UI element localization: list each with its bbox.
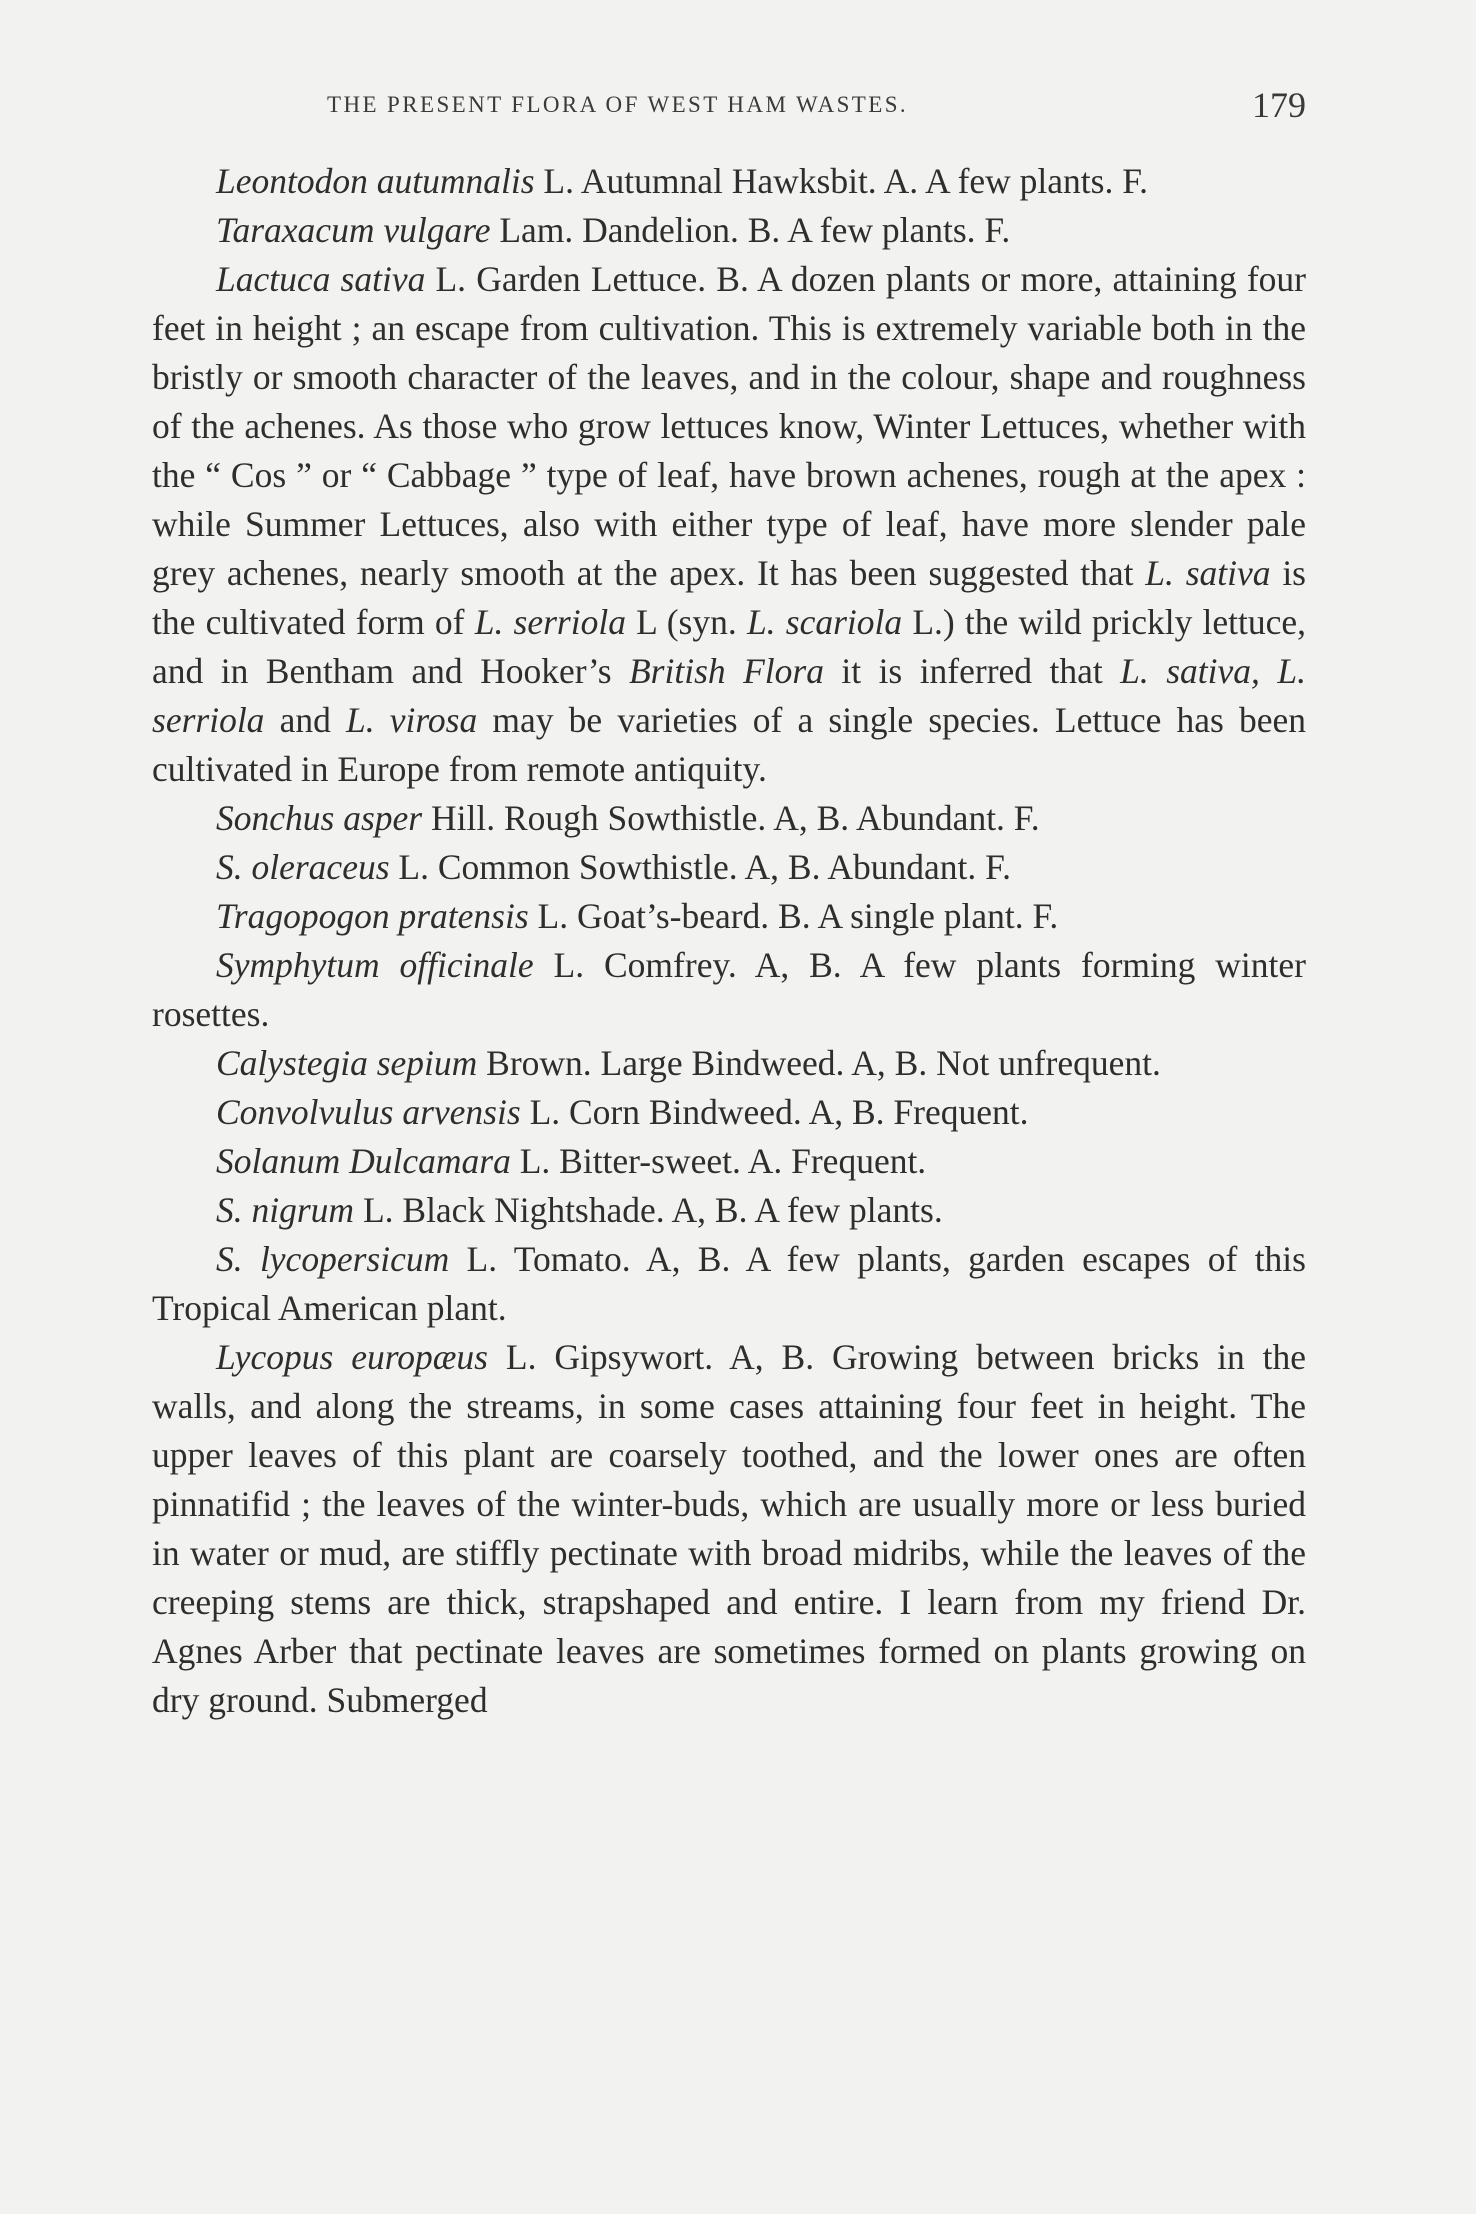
species-ref: L. scariola (746, 602, 903, 642)
entry-text: L. Common Sowthistle. A, B. Abundant. F. (389, 847, 1011, 887)
species-name: Taraxacum vulgare (216, 210, 491, 250)
entry-text: Lam. Dandelion. B. A few plants. F. (490, 210, 1011, 250)
species-name: S. oleraceus (216, 847, 390, 887)
species-name: Lactuca sativa (216, 259, 426, 299)
entry-tragopogon (152, 892, 1306, 941)
species-name: Tragopogon pratensis (216, 896, 529, 936)
species-name: Solanum Dulcamara (216, 1141, 511, 1181)
entry-text: is the cultivated form of (152, 553, 1306, 642)
species-ref: L. serriola (474, 602, 626, 642)
species-name: Convolvulus arvensis (216, 1092, 521, 1132)
entry-solanum-dulcamara (152, 1137, 1306, 1186)
page-number: 179 (1252, 85, 1306, 125)
entry-text: L. Tomato. A, B. A few plants, garden escapes of this Tropical American plant. (152, 1239, 1306, 1328)
entry-text: L. Goat’s-beard. B. A single plant. F. (528, 896, 1059, 936)
entry-calystegia (152, 1039, 1306, 1088)
species-name: Lycopus europæus (216, 1337, 488, 1377)
entry-text: Hill. Rough Sowthistle. A, B. Abundant. F. (422, 798, 1040, 838)
species-ref: L. sativa, L. serriola (152, 651, 1306, 740)
entry-lycopus (152, 1333, 1306, 1725)
species-ref: L. sativa (1145, 553, 1271, 593)
entry-sonchus-oleraceus (152, 843, 1306, 892)
body-text (152, 157, 1306, 1725)
entry-text: L.) the wild prickly lettuce, and in Bentham and Hooker’s (152, 602, 1307, 691)
entry-text: Brown. Large Bindweed. A, B. Not unfrequent. (477, 1043, 1161, 1083)
species-name: S. nigrum (216, 1190, 355, 1230)
entry-text: L. Garden Lettuce. B. A dozen plants or more, attaining four feet in height ; an escape from cultivation. This is extremely variable both in the bristly or smooth character of the leaves, and in the colour, shape and roughness of the achenes. As those who grow lettuces know, Winter Lettuces, whether with the “ Cos ” or “ Cabbage ” type of leaf, have brown achenes, rough at the apex : while Summer Lettuces, also with either type of leaf, have more slender pale grey achenes, nearly smooth at the apex. It has been suggested that (152, 259, 1306, 593)
entry-text: L. Black Nightshade. A, B. A few plants. (354, 1190, 943, 1230)
species-name: Symphytum officinale (216, 945, 534, 985)
entry-text: L. Autumnal Hawksbit. A. A few plants. F. (534, 161, 1148, 201)
entry-text: it is inferred that (823, 651, 1121, 691)
species-name: Sonchus asper (216, 798, 423, 838)
book-title: British Flora (628, 651, 824, 691)
entry-text: may be varieties of a single species. Lettuce has been cultivated in Europe from remote antiquity. (152, 700, 1306, 789)
entry-sonchus-asper (152, 794, 1306, 843)
entry-solanum-lycopersicum (152, 1235, 1306, 1333)
entry-solanum-nigrum (152, 1186, 1306, 1235)
entry-text: and (264, 700, 347, 740)
entry-text: L. Bitter-sweet. A. Frequent. (510, 1141, 927, 1181)
entry-leontodon (152, 157, 1306, 206)
species-ref: L. virosa (346, 700, 478, 740)
entry-text: L (syn. (625, 602, 747, 642)
entry-lactuca (152, 255, 1306, 794)
entry-convolvulus (152, 1088, 1306, 1137)
entry-symphytum (152, 941, 1306, 1039)
entry-text: L. Corn Bindweed. A, B. Frequent. (520, 1092, 1029, 1132)
entry-taraxacum (152, 206, 1306, 255)
running-head (152, 85, 1306, 128)
species-name: Leontodon autumnalis (216, 161, 535, 201)
entry-text: L. Comfrey. A, B. A few plants forming winter rosettes. (152, 945, 1306, 1034)
species-name: Calystegia sepium (216, 1043, 478, 1083)
entry-text: L. Gipsywort. A, B. Growing between bricks in the walls, and along the streams, in some cases attaining four feet in height. The upper leaves of this plant are coarsely toothed, and the lower ones are often pinnatifid ; the leaves of the winter-buds, which are usually more or less buried in water or mud, are stiffly pectinate with broad midribs, while the leaves of the creeping stems are thick, strapshaped and entire. I learn from my friend Dr. Agnes Arber that pectinate leaves are sometimes formed on plants growing on dry ground. Submerged (152, 1337, 1306, 1720)
running-title: THE PRESENT FLORA OF WEST HAM WASTES. (327, 92, 909, 117)
species-name: S. lycopersicum (216, 1239, 450, 1279)
